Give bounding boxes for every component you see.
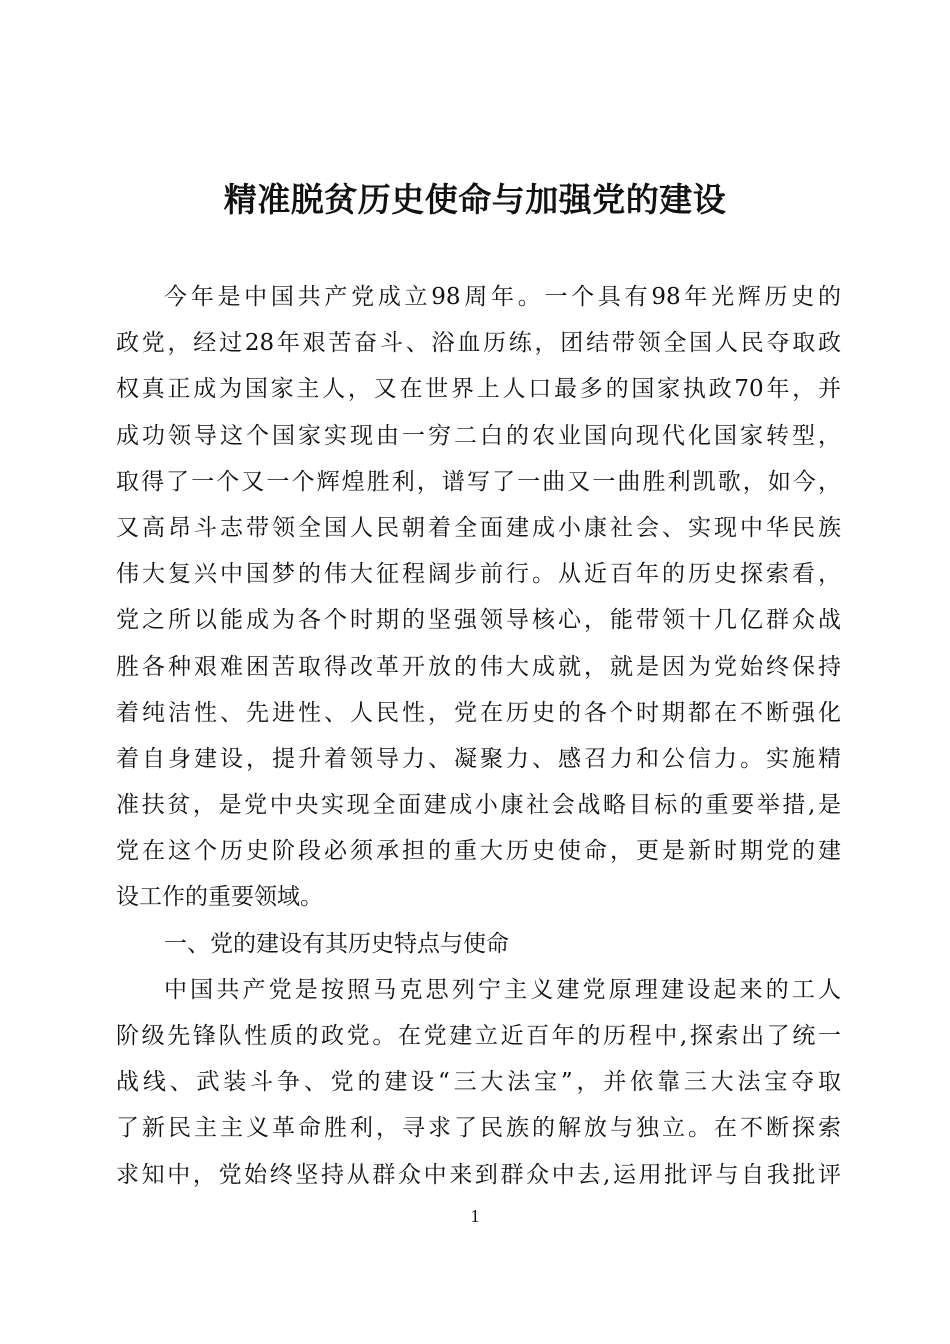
text-line: 又高昂斗志带领全国人民朝着全面建成小康社会、实现中华民族	[116, 514, 841, 541]
text-line: 准扶贫，是党中央实现全面建成小康社会战略目标的重要举措,是	[116, 792, 841, 819]
document-title: 精准脱贫历史使命与加强党的建设	[223, 180, 727, 219]
text-line: 阶级先锋队性质的政党。在党建立近百年的历程中,探索出了统一	[116, 1023, 841, 1049]
text-line: 成功领导这个国家实现由一穷二白的农业国向现代化国家转型，	[116, 422, 841, 449]
text-line: 设工作的重要领域。	[116, 884, 323, 911]
page-number: 1	[470, 1206, 480, 1226]
text-line: 了新民主主义革命胜利，寻求了民族的解放与独立。在不断探索	[116, 1115, 841, 1142]
text-line: 胜各种艰难困苦取得改革开放的伟大成就，就是因为党始终保持	[116, 653, 841, 680]
text-line: 党在这个历史阶段必须承担的重大历史使命，更是新时期党的建	[116, 838, 841, 865]
text-line: 党之所以能成为各个时期的坚强领导核心，能带领十几亿群众战	[116, 607, 841, 634]
text-line: 伟大复兴中国梦的伟大征程阔步前行。从近百年的历史探索看，	[116, 561, 841, 588]
text-line: 取得了一个又一个辉煌胜利，谱写了一曲又一曲胜利凯歌，如今，	[116, 468, 841, 495]
text-line: 政党，经过28年艰苦奋斗、浴血历练，团结带领全国人民夺取政	[116, 330, 841, 357]
text-line: 着纯洁性、先进性、人民性，党在历史的各个时期都在不断强化	[116, 699, 841, 726]
paragraph-intro	[116, 274, 841, 1198]
text-line: 今年是中国共产党成立98周年。一个具有98年光辉历史的	[164, 284, 841, 310]
text-line: 求知中，党始终坚持从群众中来到群众中去,运用批评与自我批评	[116, 1161, 841, 1188]
section-heading: 一、党的建设有其历史特点与使命	[164, 930, 509, 957]
text-line: 着自身建设，提升着领导力、凝聚力、感召力和公信力。实施精	[116, 745, 841, 772]
text-line: 权真正成为国家主人，又在世界上人口最多的国家执政70年，并	[116, 376, 841, 403]
text-line: 战线、武装斗争、党的建设“三大法宝”，并依靠三大法宝夺取	[116, 1069, 841, 1096]
text-line: 中国共产党是按照马克思列宁主义建党原理建设起来的工人	[164, 976, 841, 1003]
